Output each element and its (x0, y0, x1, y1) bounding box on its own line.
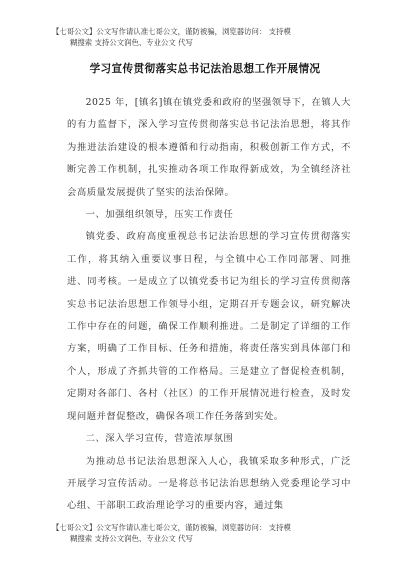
footer-notice-line-1: 【七哥公文】公文写作请认准七哥公文，谨防被骗，浏览器访问： 支持模 (52, 523, 291, 532)
header-notice-line-2: 糊搜索 支持公文润色、专业公文 代写 (70, 38, 193, 47)
header-notice (52, 26, 382, 48)
footer-notice-line-2: 糊搜索 支持公文润色、专业公文 代写 (70, 534, 193, 543)
section-heading-2: 二、深入学习宣传，营造浓厚氛围 (85, 433, 234, 445)
footer-notice (52, 522, 382, 544)
paragraph-intro: 2025 年，[镇名]镇在镇党委和政府的坚强领导下，在镇人大的有力监督下，深入学习宣传贯彻落实总书记法治思想，将其作为推进法治建设的根本遵循和行动指南，积极创新工作方式，不断完善工作机制，扎实推动各项工作取得新成效，为全镇经济社会高质量发展提供了坚实的法治保障。 (67, 97, 351, 198)
header-notice-line-1: 【七哥公文】公文写作请认准七哥公文，谨防被骗，浏览器访问： 支持模 (52, 27, 291, 36)
section-heading-1: 一、加强组织领导，压实工作责任 (85, 209, 234, 221)
paragraph-section-1: 镇党委、政府高度重视总书记法治思想的学习宣传贯彻落实工作，将其纳入重要议事日程，与全镇中心工作同部署、同推进、同考核。一是成立了以镇党委书记为组长的学习宣传贯彻落实总书记法治思想工作领导小组，定期召开专题会议，研究解决工作中存在的问题，确保工作顺利推进。二是制定了详细的工作方案，明确了工作目标、任务和措施，将责任落实到具体部门和个人，形成了齐抓共管的工作格局。三是建立了督促检查机制，定期对各部门、各村（社区）的工作开展情况进行检查，及时发现问题并督促整改，确保各项工作任务落到实处。 (67, 231, 351, 422)
document-body (67, 92, 351, 518)
paragraph-section-2: 为推动总书记法治思想深入人心，我镇采取多种形式，广泛开展学习宣传活动。一是将总书记法治思想纳入党委理论学习中心组、干部职工政治理论学习的重要内容，通过集 (67, 455, 351, 512)
document-title: 学习宣传贯彻落实总书记法治思想工作开展情况 (89, 63, 321, 75)
